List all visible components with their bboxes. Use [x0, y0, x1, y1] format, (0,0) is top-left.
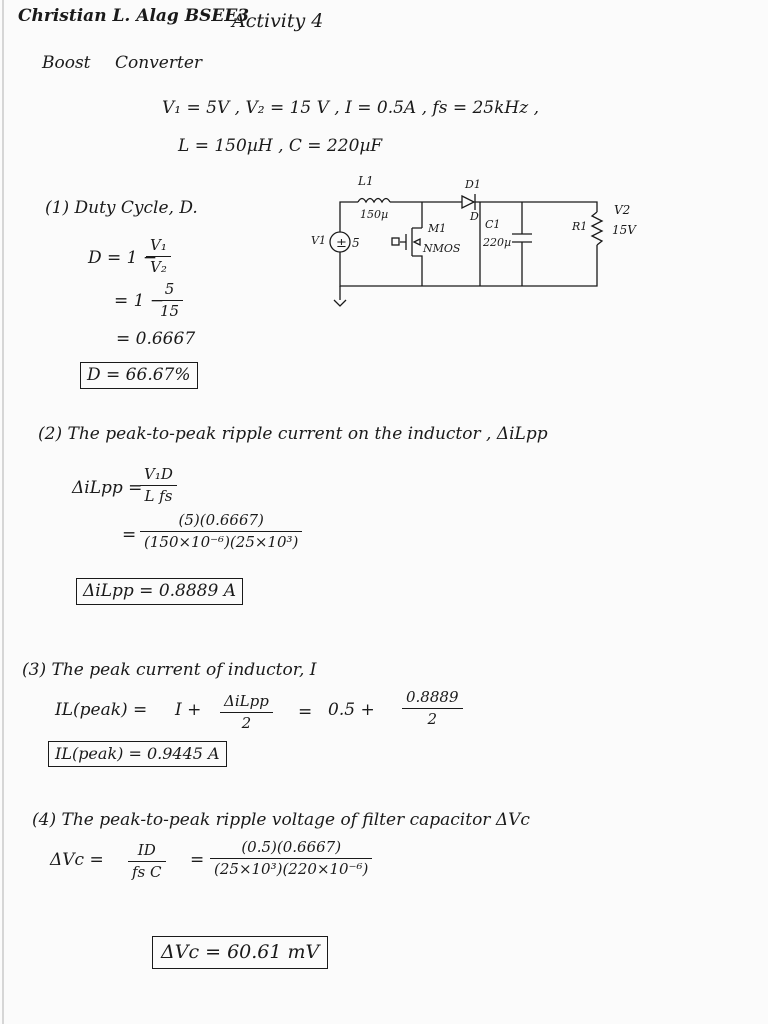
topic-word-1: Boost — [42, 53, 91, 73]
diode-symbol — [462, 196, 474, 208]
q4-answer-box: ΔVc = 60.61 mV — [152, 936, 328, 969]
q4-substitution-denominator: (25×10³)(220×10⁻⁶) — [214, 860, 369, 878]
given-values-line-1: V₁ = 5V , V₂ = 15 V , I = 0.5A , fs = 25kHz , — [162, 98, 539, 118]
q3-substitution-fraction — [402, 690, 463, 727]
q1-step1-fraction — [146, 238, 171, 275]
inductor-value: 150µ — [360, 208, 389, 221]
q2-formula-denominator: L fs — [144, 487, 173, 505]
q2-answer-box: ΔiLpp = 0.8889 A — [76, 578, 243, 605]
q1-step1-lhs: D = 1 − — [88, 248, 158, 268]
output-label: V2 — [614, 203, 631, 217]
q1-step2-denominator: 15 — [160, 302, 180, 320]
q1-step2-numerator: 5 — [164, 280, 175, 298]
given-values-line-2: L = 150µH , C = 220µF — [178, 136, 383, 156]
boost-converter-schematic — [300, 172, 645, 312]
q3-title: (3) The peak current of inductor, I — [22, 660, 317, 680]
q1-title: (1) Duty Cycle, D. — [45, 198, 198, 218]
q2-equals: = — [122, 525, 137, 545]
q4-title: (4) The peak-to-peak ripple voltage of filter capacitor ΔVc — [32, 810, 530, 830]
q3-lhs: IL(peak) = — [55, 700, 148, 720]
capacitor-symbol — [512, 202, 532, 286]
q3-formula-denominator: 2 — [241, 714, 252, 732]
svg-text:±: ± — [336, 236, 347, 251]
q3-substitution-denominator: 2 — [427, 710, 438, 728]
inductor-symbol — [358, 199, 390, 203]
q3-equals: = — [298, 702, 313, 722]
q1-step2-fraction — [156, 282, 183, 319]
q2-substitution-numerator: (5)(0.6667) — [178, 511, 264, 529]
q4-formula-numerator: ID — [137, 841, 156, 859]
q3-formula-fraction — [220, 694, 273, 731]
source-label: V1 — [311, 234, 326, 247]
q2-lhs: ΔiLpp = — [72, 478, 143, 498]
inductor-label: L1 — [358, 174, 374, 188]
q2-substitution-denominator: (150×10⁻⁶)(25×10³) — [144, 533, 299, 551]
q1-answer-box: D = 66.67% — [80, 362, 198, 389]
activity-title: Activity 4 — [232, 10, 324, 32]
q2-substitution-fraction — [140, 513, 302, 550]
source-value: 5 — [352, 236, 360, 250]
resistor-symbol — [592, 212, 602, 245]
q1-step2-lhs: = 1 − — [114, 291, 165, 311]
q4-substitution-fraction — [210, 840, 372, 877]
q4-formula-denominator: fs C — [132, 863, 162, 881]
q2-formula-numerator: V₁D — [144, 465, 173, 483]
output-value: 15V — [612, 223, 636, 237]
topic-word-2: Converter — [115, 53, 203, 73]
q3-answer-box: IL(peak) = 0.9445 A — [48, 741, 227, 767]
capacitor-value: 220µ — [483, 236, 512, 249]
capacitor-label: C1 — [485, 218, 501, 231]
q3-expression: I + — [175, 700, 202, 720]
q2-title: (2) The peak-to-peak ripple current on the inductor , ΔiLpp — [38, 424, 548, 444]
q3-formula-numerator: ΔiLpp — [224, 692, 269, 710]
load-label: R1 — [572, 220, 588, 233]
switch-type: NMOS — [423, 242, 461, 255]
q2-formula-fraction — [140, 467, 177, 504]
student-name: Christian L. Alag BSEE3 — [18, 6, 250, 26]
diode-sub-label: D — [470, 210, 479, 223]
q4-substitution-numerator: (0.5)(0.6667) — [241, 838, 342, 856]
q1-step3: = 0.6667 — [116, 329, 196, 349]
ground-symbol — [334, 300, 346, 306]
q3-substitution-numerator: 0.8889 — [406, 688, 459, 706]
switch-label: M1 — [428, 222, 447, 235]
q4-formula-fraction — [128, 843, 166, 880]
mosfet-symbol — [400, 228, 422, 286]
page-edge — [2, 0, 4, 1024]
q1-step1-denominator: V₂ — [150, 258, 167, 276]
diode-label: D1 — [465, 178, 481, 191]
q3-value: 0.5 + — [328, 700, 375, 720]
q1-step1-numerator: V₁ — [150, 236, 167, 254]
q4-equals: = — [190, 850, 205, 870]
q4-lhs: ΔVc = — [50, 850, 104, 870]
